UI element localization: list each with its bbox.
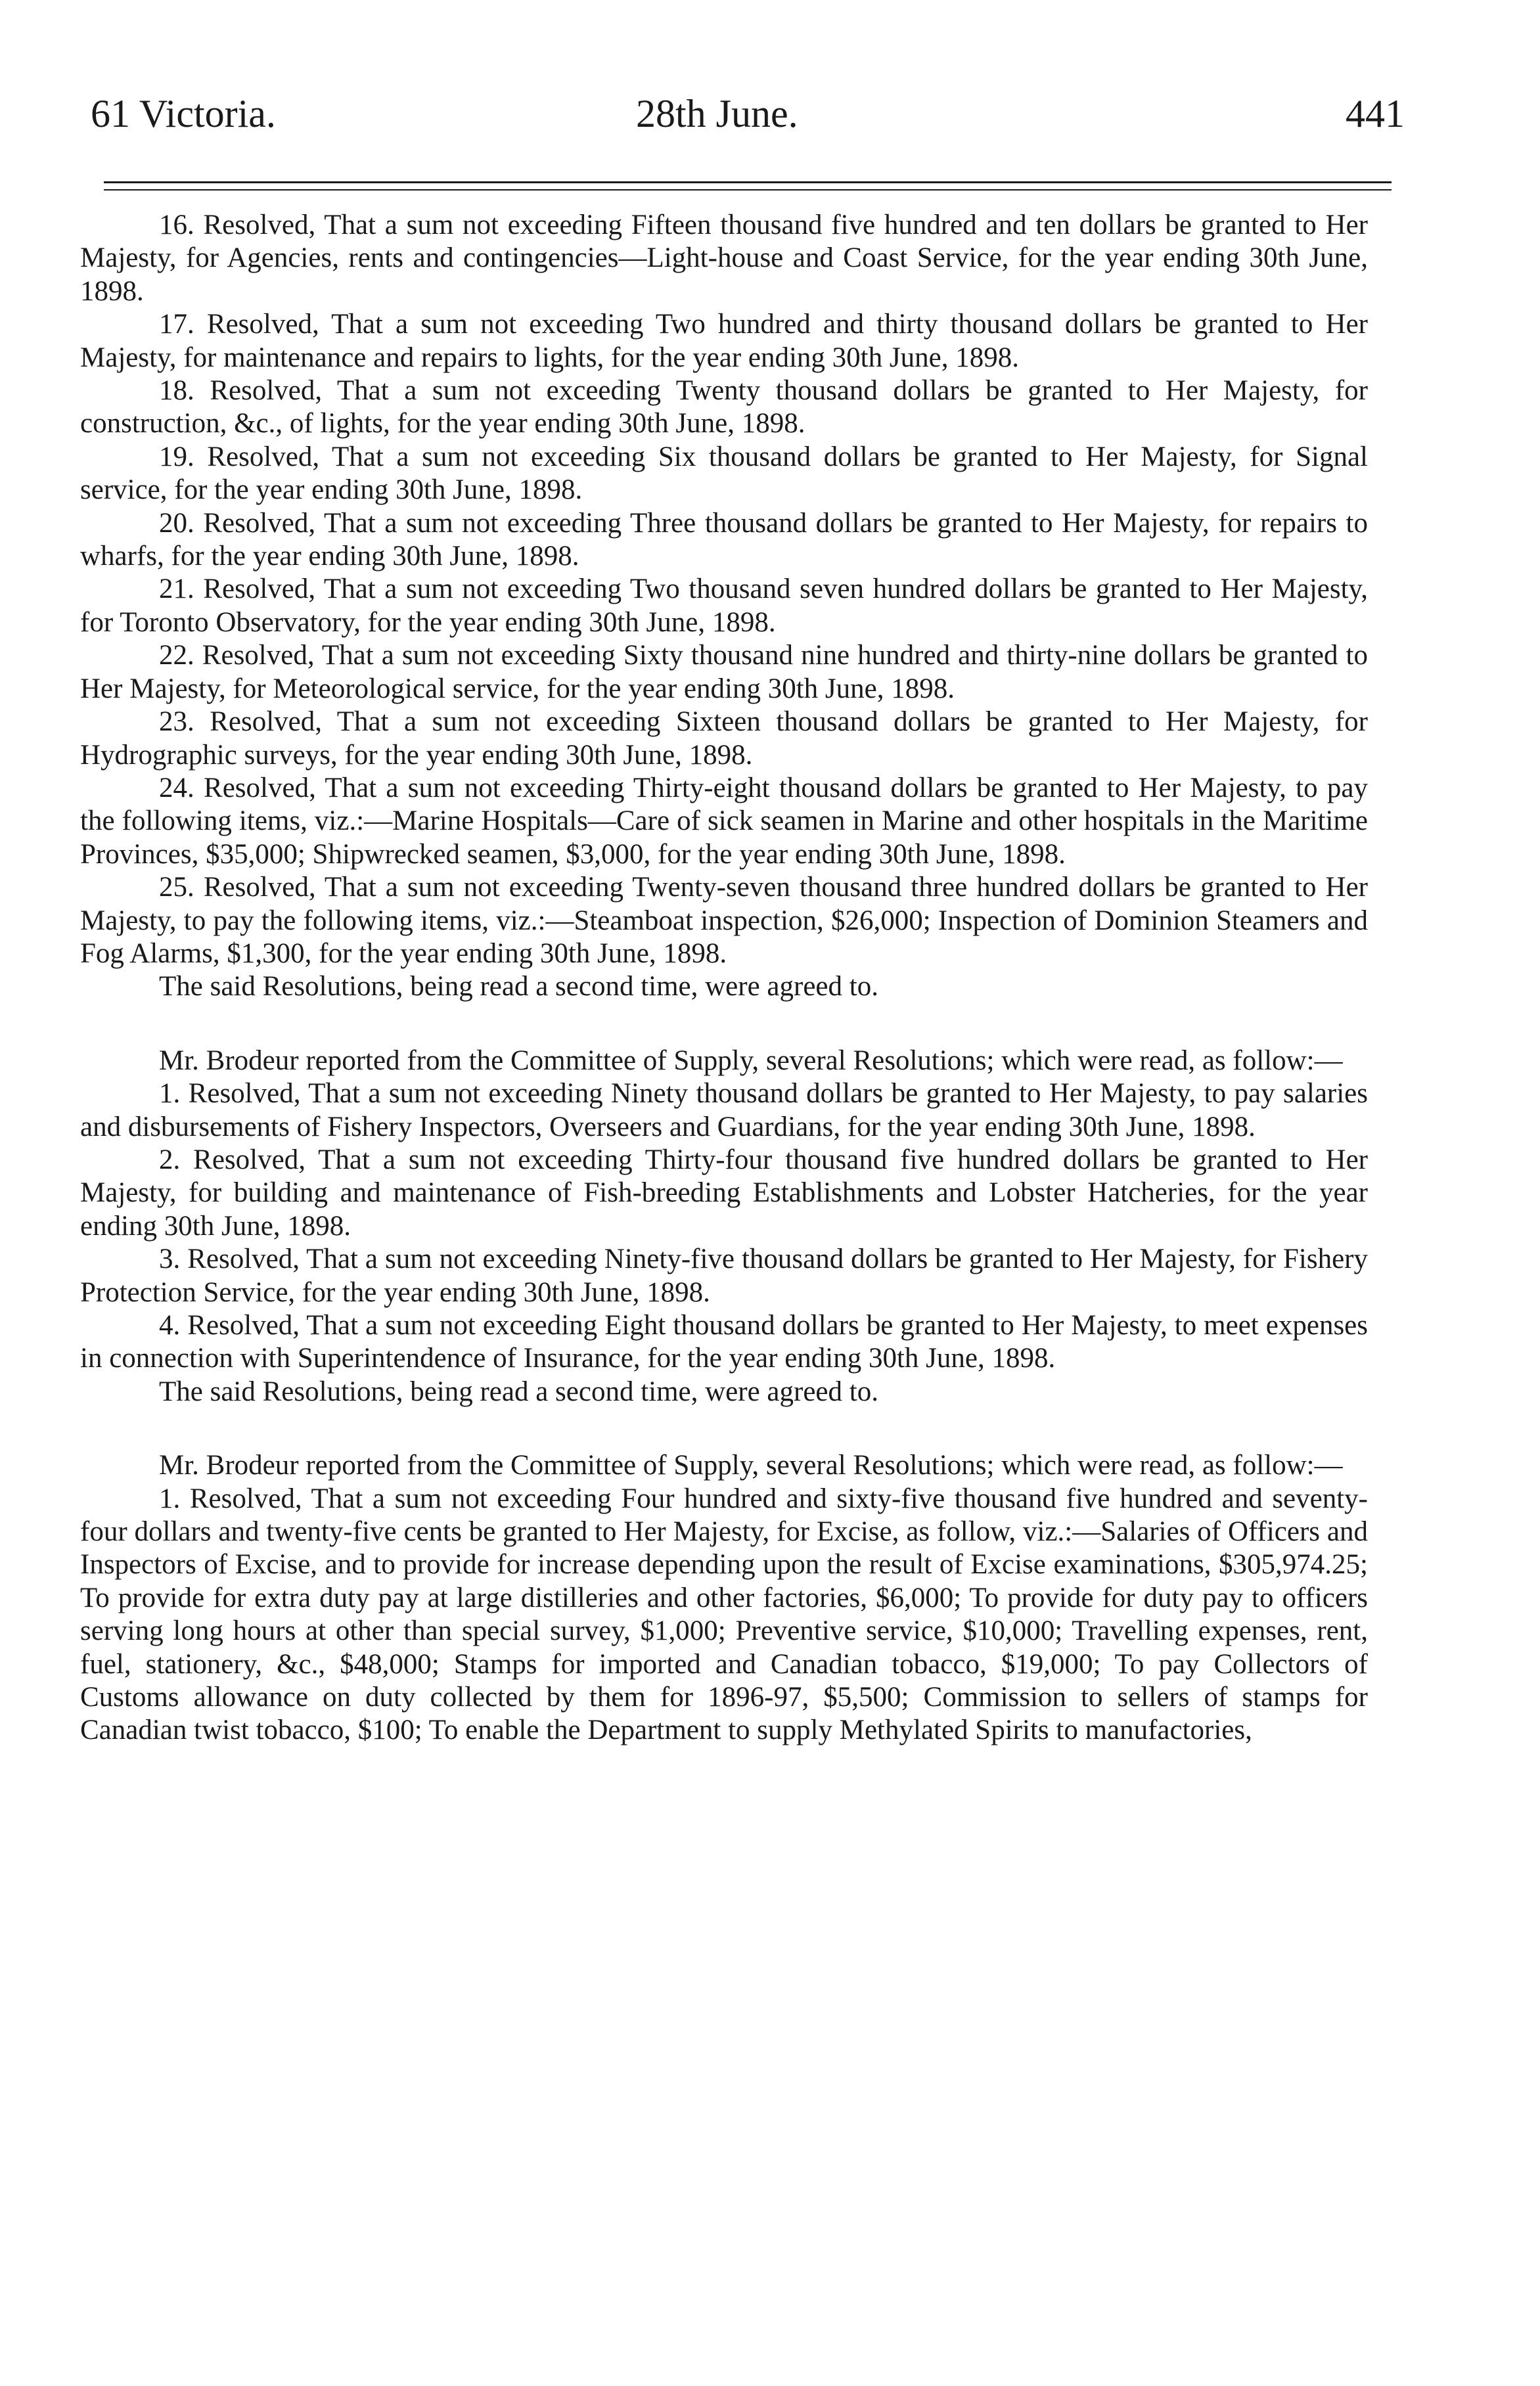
resolution-paragraph: 1. Resolved, That a sum not exceeding Four hundred and sixty-five thousand five hundred and seventy-four dollars and twenty-five cents be granted to Her Majesty, for Excise, as follow, viz.:—Salaries of Officers and Inspectors of Excise, and to provide for increase depending upon the result of Excise examinations, $305,974.25; To provide for extra duty pay at large distilleries and other factories, $6,000; To provide for duty pay to officers serving long hours at other than special survey, $1,000; Preventive service, $10,000; Travelling expenses, rent, fuel, stationery, &c., $48,000; Stamps for imported and Canadian tobacco, $19,000; To pay Collectors of Customs allowance on duty collected by them for 1896-97, $5,500; Commission to sellers of stamps for Canadian twist tobacco, $100; To enable the Department to supply Methylated Spirits to manufactories, xyxy=(80,1483,1368,1746)
section-lighthouse-resolutions xyxy=(80,209,1368,1004)
resolution-paragraph: 24. Resolved, That a sum not exceeding Thirty-eight thousand dollars be granted to Her Majesty, to pay the following items, viz.:—Marine Hospitals—Care of sick seamen in Marine and other hospitals in the Maritime Provinces, $35,000; Shipwrecked seamen, $3,000, for the year ending 30th June, 1898. xyxy=(80,772,1368,870)
resolution-paragraph: 1. Resolved, That a sum not exceeding Ninety thousand dollars be granted to Her Majesty, to pay salaries and disbursements of Fishery Inspectors, Overseers and Guardians, for the year ending 30th June, 1898. xyxy=(80,1078,1368,1142)
resolution-paragraph: 23. Resolved, That a sum not exceeding Sixteen thousand dollars be granted to Her Majesty, for Hydrographic surveys, for the year ending 30th June, 1898. xyxy=(80,706,1368,771)
resolution-paragraph: 3. Resolved, That a sum not exceeding Ninety-five thousand dollars be granted to Her Majesty, for Fishery Protection Service, for the year ending 30th June, 1898. xyxy=(80,1244,1368,1308)
section-fisheries-resolutions xyxy=(80,1045,1368,1408)
header-rule-thick xyxy=(104,181,1392,183)
page-header xyxy=(91,78,1405,150)
resolution-paragraph: 20. Resolved, That a sum not exceeding Three thousand dollars be granted to Her Majesty, for repairs to wharfs, for the year ending 30th June, 1898. xyxy=(80,507,1368,572)
resolution-paragraph: 25. Resolved, That a sum not exceeding Twenty-seven thousand three hundred dollars be granted to Her Majesty, to pay the following items, viz.:—Steamboat inspection, $26,000; Inspection of Dominion Steamers and Fog Alarms, $1,300, for the year ending 30th June, 1898. xyxy=(80,872,1368,969)
resolution-paragraph: 17. Resolved, That a sum not exceeding Two hundred and thirty thousand dollars be granted to Her Majesty, for maintenance and repairs to lights, for the year ending 30th June, 1898. xyxy=(80,309,1368,373)
resolution-paragraph: 18. Resolved, That a sum not exceeding Twenty thousand dollars be granted to Her Majesty, for construction, &c., of lights, for the year ending 30th June, 1898. xyxy=(80,375,1368,439)
header-session: 61 Victoria. xyxy=(91,92,276,135)
closing-statement: The said Resolutions, being read a second time, were agreed to. xyxy=(159,1376,878,1407)
header-date: 28th June. xyxy=(636,92,798,135)
closing-statement: The said Resolutions, being read a second time, were agreed to. xyxy=(159,971,878,1002)
header-rule-thin xyxy=(104,189,1392,191)
resolution-paragraph: 22. Resolved, That a sum not exceeding Sixty thousand nine hundred and thirty-nine dollars be granted to Her Majesty, for Meteorological service, for the year ending 30th June, 1898. xyxy=(80,640,1368,704)
section-gap xyxy=(80,1408,1368,1449)
section-gap xyxy=(80,1004,1368,1045)
report-intro: Mr. Brodeur reported from the Committee of Supply, several Resolutions; which were read, as follow:— xyxy=(159,1450,1343,1481)
page-number: 441 xyxy=(1346,92,1405,135)
resolution-paragraph: 21. Resolved, That a sum not exceeding Two thousand seven hundred dollars be granted to Her Majesty, for Toronto Observatory, for the year ending 30th June, 1898. xyxy=(80,574,1368,638)
section-excise-resolutions xyxy=(80,1449,1368,1747)
page-body xyxy=(80,209,1368,1747)
resolution-paragraph: 16. Resolved, That a sum not exceeding Fifteen thousand five hundred and ten dollars be granted to Her Majesty, for Agencies, rents and contingencies—Light-house and Coast Service, for the year ending 30th June, 1898. xyxy=(80,210,1368,307)
report-intro: Mr. Brodeur reported from the Committee of Supply, several Resolutions; which were read, as follow:— xyxy=(159,1045,1343,1076)
resolution-paragraph: 4. Resolved, That a sum not exceeding Eight thousand dollars be granted to Her Majesty, to meet expenses in connection with Superintendence of Insurance, for the year ending 30th June, 1898. xyxy=(80,1310,1368,1374)
resolution-paragraph: 2. Resolved, That a sum not exceeding Thirty-four thousand five hundred dollars be granted to Her Majesty, for building and maintenance of Fish-breeding Establishments and Lobster Hatcheries, for the year ending 30th June, 1898. xyxy=(80,1144,1368,1242)
resolution-paragraph: 19. Resolved, That a sum not exceeding Six thousand dollars be granted to Her Majesty, for Signal service, for the year ending 30th June, 1898. xyxy=(80,441,1368,506)
